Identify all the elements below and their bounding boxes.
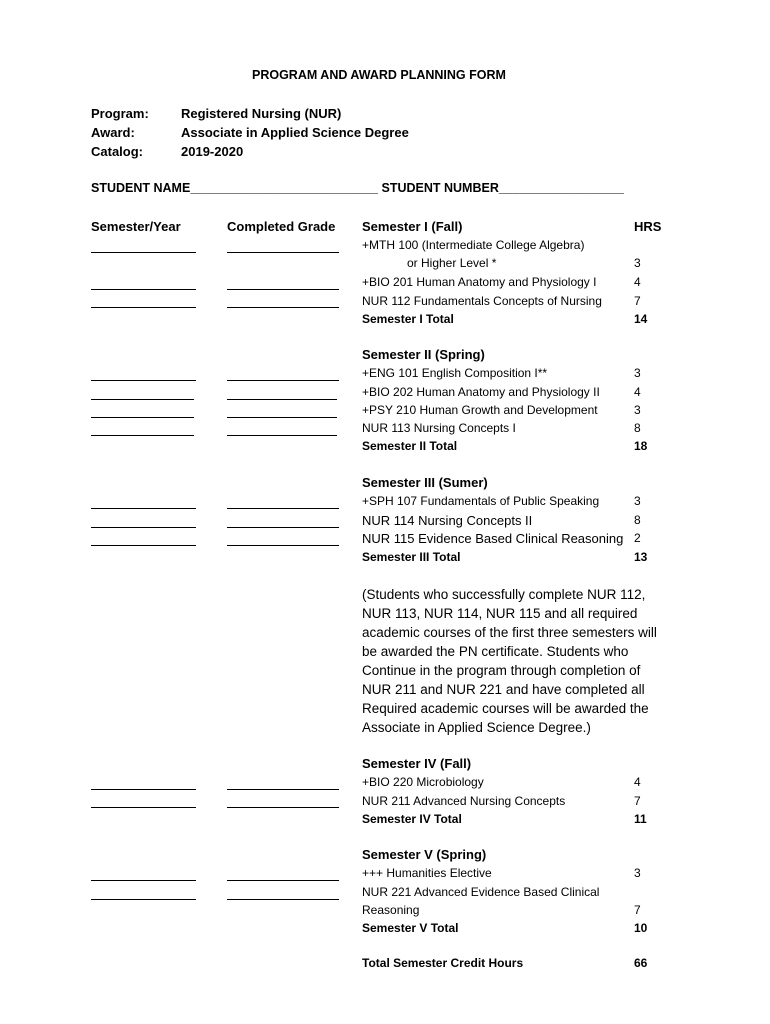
- course-name: +MTH 100 (Intermediate College Algebra): [362, 238, 585, 252]
- course-hrs: 7: [634, 294, 641, 308]
- grade-blank[interactable]: [227, 527, 339, 528]
- student-number-label: STUDENT NUMBER: [381, 181, 499, 195]
- course-name: +ENG 101 English Composition I**: [362, 366, 548, 380]
- grade-blank[interactable]: [227, 807, 339, 808]
- semester-year-blank[interactable]: [91, 399, 194, 400]
- pn-certificate-note: (Students who successfully complete NUR 112, NUR 113, NUR 114, NUR 115 and all required academic courses of the first three semesters will be awarded the PN certificate. Students who Continue in the program through completion of NUR 211 and NUR 221 and have completed all Required academic courses will be awarded the Associate in Applied Science Degree.): [362, 587, 657, 735]
- grade-blank[interactable]: [227, 508, 339, 509]
- course-hrs: 4: [634, 275, 641, 289]
- course-name: NUR 114 Nursing Concepts II: [362, 513, 533, 528]
- semester-5-total: 10: [634, 921, 648, 935]
- semester-year-blank[interactable]: [91, 527, 196, 528]
- course-hrs: 3: [634, 403, 641, 417]
- semester-3-total-label: Semester III Total: [362, 550, 461, 564]
- semester-4-total: 11: [634, 812, 647, 826]
- grade-blank[interactable]: [227, 307, 339, 308]
- grade-blank[interactable]: [227, 435, 337, 436]
- semester-4-heading: Semester IV (Fall): [362, 756, 472, 771]
- semester-year-blank[interactable]: [91, 880, 196, 881]
- semester-year-blank[interactable]: [91, 807, 196, 808]
- course-name: +BIO 220 Microbiology: [362, 775, 484, 789]
- course-hrs: 3: [634, 366, 641, 380]
- semester-year-header: Semester/Year: [91, 219, 181, 234]
- course-name: +PSY 210 Human Growth and Development: [362, 403, 598, 417]
- student-name-label: STUDENT NAME: [91, 181, 191, 195]
- semester-year-blank[interactable]: [91, 289, 196, 290]
- course-hrs: 8: [634, 421, 641, 435]
- student-name-row: [91, 181, 624, 195]
- semester-5-heading: Semester V (Spring): [362, 847, 487, 862]
- semester-year-blank[interactable]: [91, 899, 196, 900]
- course-hrs: 3: [634, 866, 641, 880]
- catalog-value: 2019-2020: [181, 144, 244, 159]
- course-hrs: 7: [634, 794, 641, 808]
- course-name: NUR 113 Nursing Concepts I: [362, 421, 516, 435]
- semester-year-blank[interactable]: [91, 252, 196, 253]
- course-hrs: 3: [634, 494, 641, 508]
- course-hrs: 2: [634, 531, 641, 545]
- grade-blank[interactable]: [227, 289, 339, 290]
- semester-year-blank[interactable]: [91, 307, 196, 308]
- course-hrs: 8: [634, 513, 641, 527]
- semester-4-total-label: Semester IV Total: [362, 812, 462, 826]
- grade-blank[interactable]: [227, 380, 339, 381]
- semester-1-heading: Semester I (Fall): [362, 219, 463, 234]
- semester-year-blank[interactable]: [91, 508, 196, 509]
- grade-blank[interactable]: [227, 899, 339, 900]
- course-name: +++ Humanities Elective: [362, 866, 492, 880]
- semester-3-total: 13: [634, 550, 648, 564]
- course-hrs: 7: [634, 903, 641, 917]
- grade-blank[interactable]: [227, 417, 337, 418]
- semester-year-blank[interactable]: [91, 417, 194, 418]
- grand-total-label: Total Semester Credit Hours: [362, 956, 524, 970]
- hrs-header: HRS: [634, 219, 662, 234]
- grade-blank[interactable]: [227, 399, 337, 400]
- program-label: Program:: [91, 106, 149, 121]
- course-name: +SPH 107 Fundamentals of Public Speaking: [362, 494, 600, 508]
- student-name-field[interactable]: ___________________________: [190, 181, 379, 195]
- semester-5-total-label: Semester V Total: [362, 921, 459, 935]
- grade-blank[interactable]: [227, 252, 339, 253]
- course-name-cont: Reasoning: [362, 903, 420, 917]
- award-value: Associate in Applied Science Degree: [181, 125, 409, 140]
- semester-1-total-label: Semester I Total: [362, 312, 454, 326]
- catalog-label: Catalog:: [91, 144, 143, 159]
- course-name-cont: or Higher Level *: [407, 256, 497, 270]
- completed-grade-header: Completed Grade: [227, 219, 336, 234]
- course-name: NUR 211 Advanced Nursing Concepts: [362, 794, 566, 808]
- semester-year-blank[interactable]: [91, 545, 196, 546]
- form-title: PROGRAM AND AWARD PLANNING FORM: [252, 68, 506, 82]
- semester-1-total: 14: [634, 312, 648, 326]
- program-value: Registered Nursing (NUR): [181, 106, 342, 121]
- course-name: +BIO 202 Human Anatomy and Physiology II: [362, 385, 600, 399]
- semester-year-blank[interactable]: [91, 789, 196, 790]
- award-label: Award:: [91, 125, 135, 140]
- semester-2-total-label: Semester II Total: [362, 439, 458, 453]
- course-hrs: 4: [634, 385, 641, 399]
- semester-year-blank[interactable]: [91, 435, 194, 436]
- semester-2-total: 18: [634, 439, 648, 453]
- course-name: +BIO 201 Human Anatomy and Physiology I: [362, 275, 597, 289]
- student-number-field[interactable]: __________________: [498, 181, 624, 195]
- grade-blank[interactable]: [227, 545, 339, 546]
- course-name: NUR 221 Advanced Evidence Based Clinical: [362, 885, 600, 899]
- grade-blank[interactable]: [227, 789, 339, 790]
- course-name: NUR 112 Fundamentals Concepts of Nursing: [362, 294, 602, 308]
- course-hrs: 3: [634, 256, 641, 270]
- course-name: NUR 115 Evidence Based Clinical Reasoning: [362, 531, 624, 546]
- grade-blank[interactable]: [227, 880, 339, 881]
- course-hrs: 4: [634, 775, 641, 789]
- semester-year-blank[interactable]: [91, 380, 196, 381]
- grand-total: 66: [634, 956, 648, 970]
- semester-2-heading: Semester II (Spring): [362, 347, 485, 362]
- semester-3-heading: Semester III (Sumer): [362, 475, 488, 490]
